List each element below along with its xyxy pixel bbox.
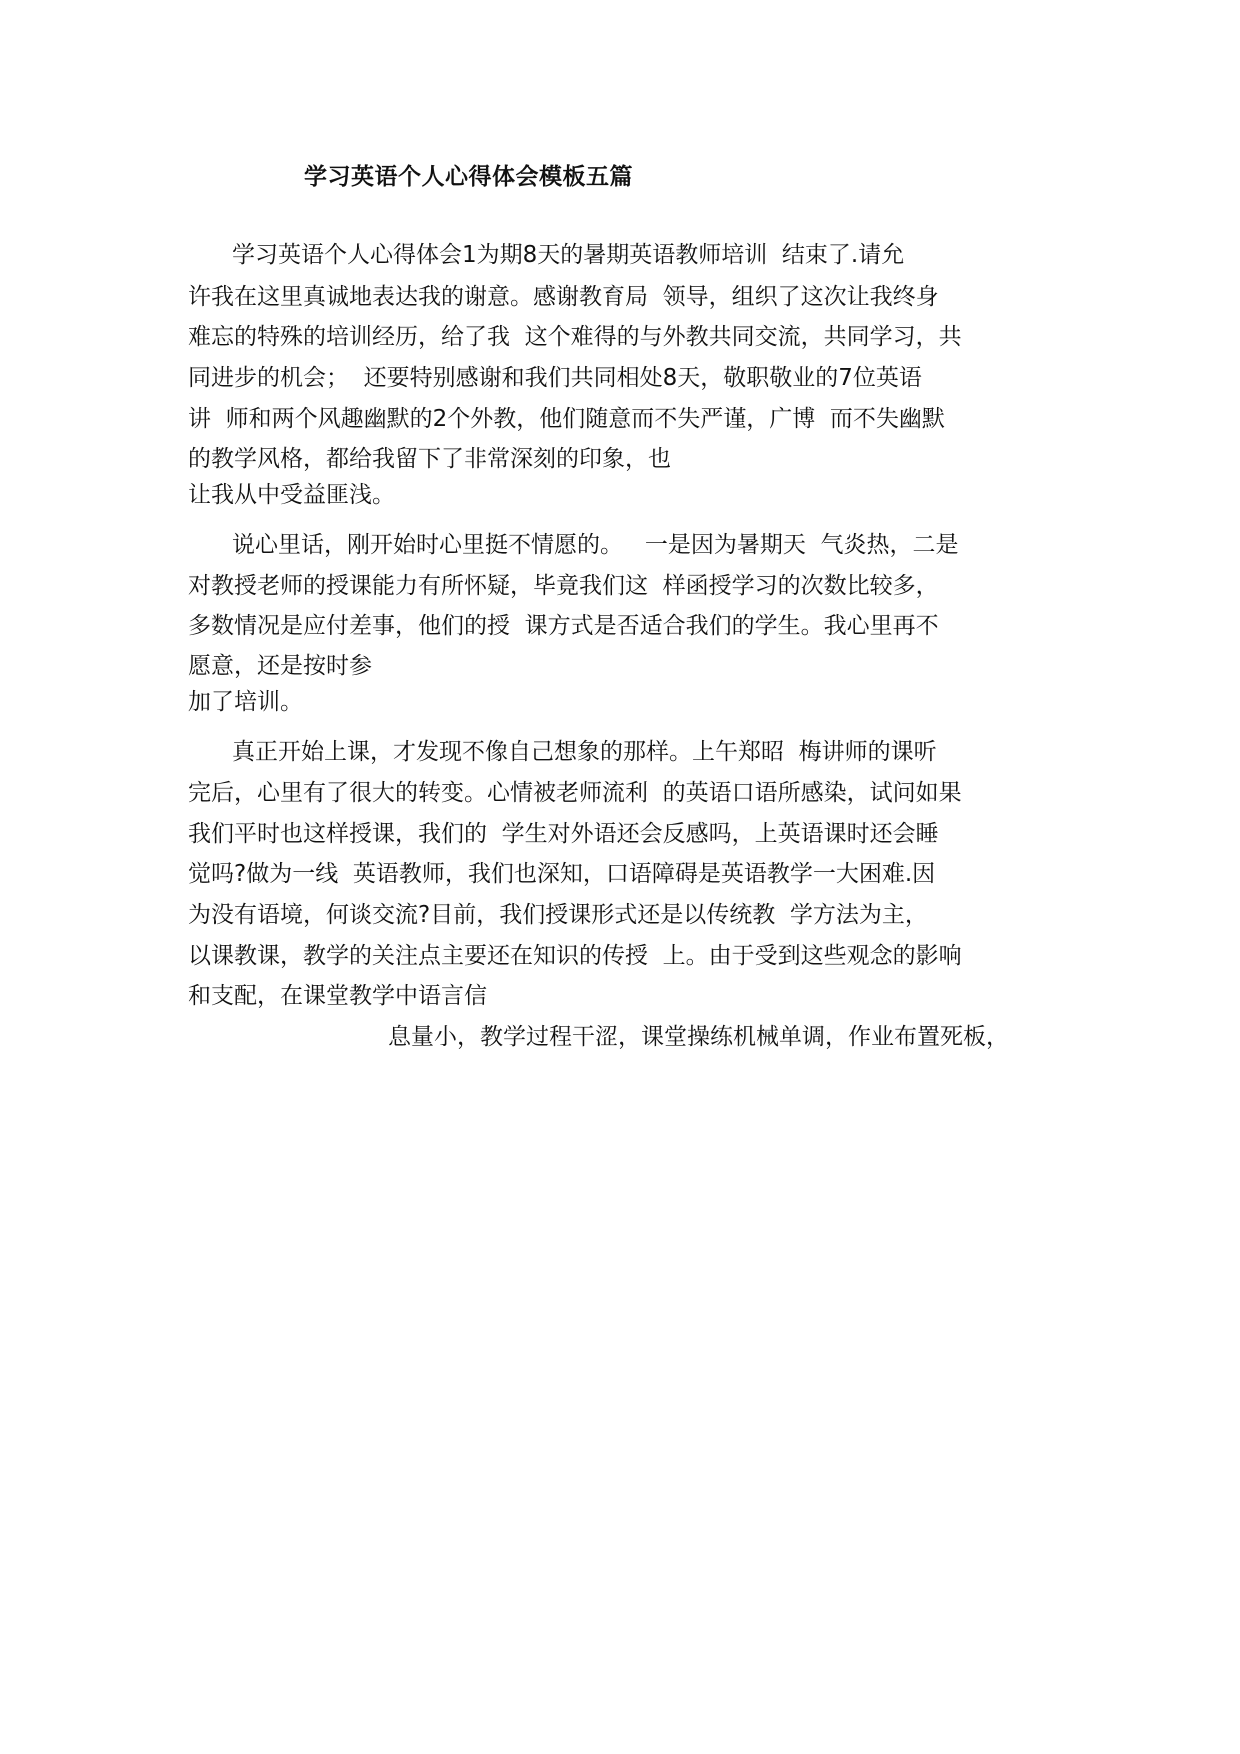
- paragraph-line: 对教授老师的授课能力有所怀疑，毕竟我们这 样函授学习的次数比较多，: [188, 573, 939, 599]
- paragraph-line: 加了培训。: [188, 689, 303, 715]
- paragraph-line: 我们平时也这样授课，我们的 学生对外语还会反感吗，上英语课时还会睡: [188, 821, 939, 847]
- paragraph-line: 为没有语境，何谈交流?目前，我们授课形式还是以传统教 学方法为主，: [188, 902, 928, 928]
- paragraph-line: 以课教课，教学的关注点主要还在知识的传授 上。由于受到这些观念的影响: [188, 943, 962, 969]
- paragraph-line: 讲 师和两个风趣幽默的2个外教，他们随意而不失严谨，广博 而不失幽默: [188, 406, 945, 432]
- paragraph-line: 说心里话，刚开始时心里挺不情愿的。 一是因为暑期天 气炎热，二是: [232, 532, 959, 558]
- paragraph-line: 真正开始上课，才发现不像自己想象的那样。上午郑昭 梅讲师的课听: [232, 739, 937, 765]
- paragraph-line: 难忘的特殊的培训经历，给了我 这个难得的与外教共同交流，共同学习，共: [188, 324, 962, 350]
- paragraph-line: 愿意，还是按时参: [188, 653, 372, 679]
- paragraph-line: 的教学风格，都给我留下了非常深刻的印象，也: [188, 446, 671, 472]
- paragraph-line: 觉吗?做为一线 英语教师，我们也深知，口语障碍是英语教学一大困难.因: [188, 861, 936, 887]
- paragraph-line: 许我在这里真诚地表达我的谢意。感谢教育局 领导，组织了这次让我终身: [188, 284, 939, 310]
- paragraph-line: 和支配，在课堂教学中语言信: [188, 983, 487, 1009]
- document-title: 学习英语个人心得体会模板五篇: [304, 164, 633, 190]
- paragraph-line: 完后，心里有了很大的转变。心情被老师流利 的英语口语所感染，试问如果: [188, 780, 962, 806]
- paragraph-line: 多数情况是应付差事，他们的授 课方式是否适合我们的学生。我心里再不: [188, 613, 939, 639]
- paragraph-line: 息量小，教学过程干涩，课堂操练机械单调，作业布置死板，: [388, 1024, 1009, 1050]
- paragraph-line: 同进步的机会； 还要特别感谢和我们共同相处8天，敬职敬业的7位英语: [188, 365, 922, 391]
- paragraph-line: 让我从中受益匪浅。: [188, 482, 395, 508]
- paragraph-line: 学习英语个人心得体会1为期8天的暑期英语教师培训 结束了.请允: [232, 242, 905, 268]
